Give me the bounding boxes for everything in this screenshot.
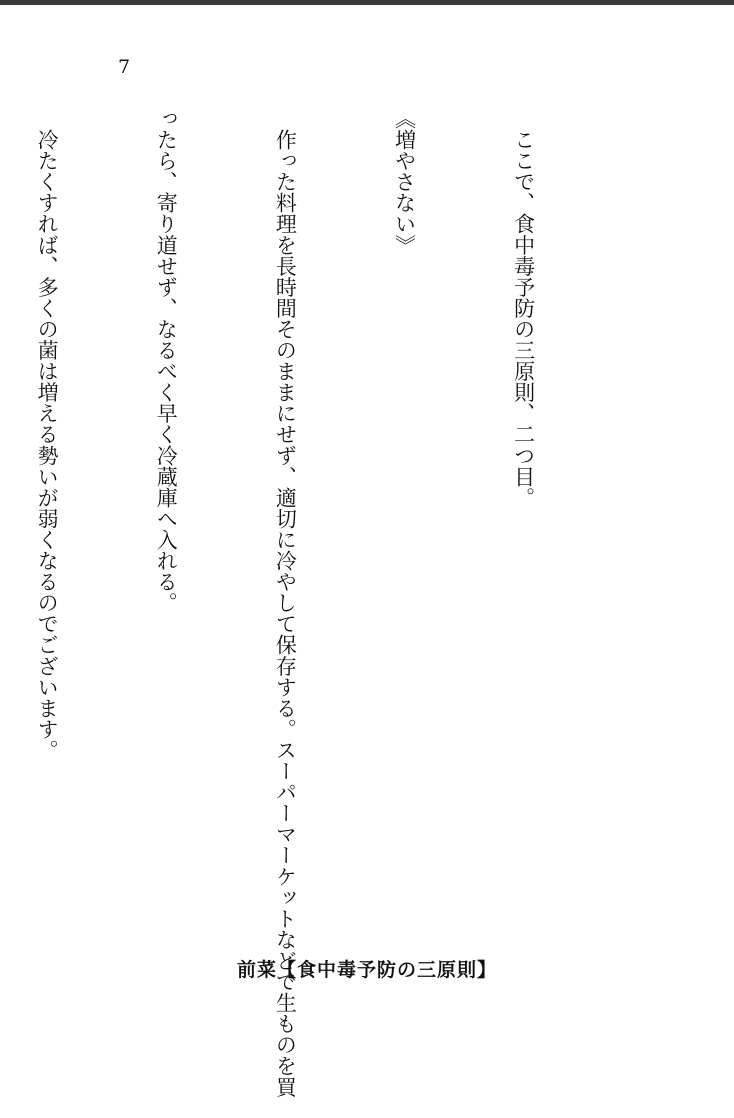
top-border [0, 0, 734, 5]
chapter-footer-title: 前菜【食中毒予防の三原則】 [236, 959, 497, 981]
text-line-5: 冷たくすれば、多くの菌は増える勢いが弱くなるのでございます。 [35, 108, 60, 761]
text-line-3: 作った料理を長時間そのままにせず、適切に冷やして保存する。スーパーマーケットなどで生ものを買 [273, 108, 298, 1098]
page-number: 7 [118, 56, 131, 78]
text-line-4: ったら、寄り道せず、なるべく早く冷蔵庫へ入れる。 [154, 108, 179, 614]
text-line-1: ここで、食中毒予防の三原則、二つ目。 [511, 108, 536, 508]
text-line-2: 《増やさない》 [392, 108, 417, 256]
